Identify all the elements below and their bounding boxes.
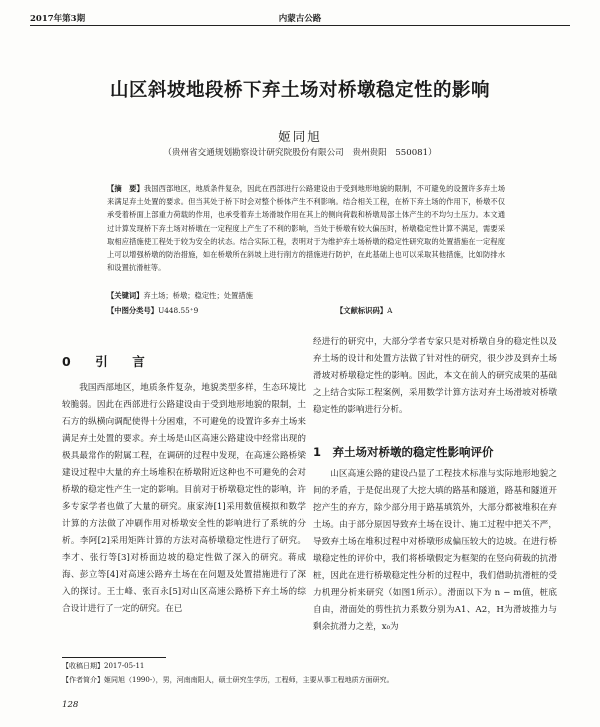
doc-code bbox=[336, 306, 392, 316]
issue-label: 2017年第3期 bbox=[30, 14, 86, 24]
abstract-label: 【摘 要】 bbox=[107, 184, 144, 193]
section-1-paragraph: 山区高速公路的建设凸显了工程技术标准与实际地形地貌之间的矛盾，于是促出现了大挖大填的路基和隧道，路基和隧道开挖产生的弃方，除少部分用于路基填筑外，大部分都被堆积在弃土场。由于部分原因导致弃土场在设计、施工过程中把关不严，导致弃土场在堆积过程中对桥墩形成偏压较大的边坡。在进行桥墩稳定性的评价中，我们将桥墩假定为框架的在竖向荷载的抗滑桩，因此在进行桥墩稳定性分析的过程中，我们借助抗滑桩的受力机理分析来研究（如图1所示）。滑面以下为 n − m值，桩底自由，滑面处的剪性抗力系数分别为A1、A2，H为滑坡推力与剩余抗滑力之差，x₀为 bbox=[313, 469, 557, 632]
abstract bbox=[107, 182, 505, 274]
author-affiliation: （贵州省交通规划勘察设计研究院股份有限公司 贵州贵阳 550081） bbox=[163, 148, 437, 158]
doc-code-label: 【文献标识码】 bbox=[336, 306, 388, 315]
header-rule bbox=[30, 25, 570, 26]
author-name: 姬同旭 bbox=[278, 129, 322, 144]
footnote-rule bbox=[62, 657, 166, 658]
journal-name: 内蒙古公路 bbox=[278, 14, 322, 24]
section-0-paragraph: 我国西部地区，地质条件复杂，地貌类型多样，生态环境比较脆弱。因此在西部进行公路建设由于受到地形地貌的限制，土石方的纵横向调配使得十分困难，不可避免的设置许多弃土场来满足弃土处置的要求。弃土场是山区高速公路建设中经常出现的极具最常作的附属工程，在调研的过程中发现，在高速公路桥梁建设过程中大量的弃土场堆积在桥墩附近这种也不可避免的会对桥墩的稳定性产生一定的影响。目前对于桥墩稳定性的影响，许多专家学者也做了大量的研究。康家涛[1]采用数值模拟和数学计算的方法做了冲刷作用对桥墩安全性的影响进行了系统的分析。李阿[2]采用矩阵计算的方法对高桥墩稳定性进行了研究。李才、张行等[3]对桥面边坡的稳定性做了深入的研究。蒋成海、彭立等[4]对高速公路弃土场在在问题及处置措施进行了深入的探讨。王士峰、张百永[5]对山区高速公路桥下弃土场的综合设计进行了一定的研究。在已 bbox=[62, 383, 306, 614]
running-header bbox=[30, 8, 570, 26]
right-column bbox=[313, 334, 557, 419]
abstract-text: 我国西部地区，地质条件复杂，因此在西部进行公路建设由于受到地形地貌的限制，不可避免的设置许多弃土场来满足弃土处置的要求。但当其处于桥下时会对整个桥体产生不利影响。结合相关工程，在桥下弃土场的作用下，桥墩不仅承受着桥面上部重力荷载的作用，也承受着弃土场滑坡作用在其上的侧向荷载和桥墩局部土体产生的不均匀土压力。本文通过计算发现桥下弃土场对桥墩在一定程度上产生了不利的影响，当处于桥墩有较大偏压时，桥墩稳定性计算不满足，需要采取相应措施使工程处于较为安全的状态。结合实际工程，表明对于为维护弃土场桥墩的稳定性研究取的处置措施在一定程度上可以增强桥墩的防治措施，如在桥墩所在斜坡上进行削方的措施进行防护，在此基础上也可以采取其他措施，比如防排水和设置抗滑桩等。 bbox=[107, 184, 505, 273]
left-column bbox=[62, 380, 306, 618]
section-0-heading: 0 引 言 bbox=[62, 354, 151, 369]
keywords-text: 弃土场；桥墩；稳定性；处置措施 bbox=[143, 291, 253, 300]
footnote-received: 【收稿日期】2017-05-11 bbox=[62, 662, 145, 670]
doc-code-value: A bbox=[387, 306, 393, 315]
keywords-label: 【关键词】 bbox=[107, 291, 144, 300]
paper-title: 山区斜坡地段桥下弃土场对桥墩稳定性的影响 bbox=[109, 80, 490, 101]
keywords bbox=[107, 291, 505, 301]
classification-line bbox=[107, 306, 505, 316]
clc-label: 【中图分类号】 bbox=[107, 306, 159, 315]
section-1-heading: 1 弃土场对桥墩的稳定性影响评价 bbox=[313, 445, 494, 459]
right-column-continuation: 经进行的研究中，大部分学者专家只是对桥墩自身的稳定性以及弃土场的设计和处置方法做了针对性的研究，很少涉及到弃土场滑坡对桥墩稳定性的影响。因此，本文在前人的研究成果的基础之上结合实际工程案例，采用数学计算方法对弃土场滑坡对桥墩稳定性的影响进行分析。 bbox=[313, 337, 557, 415]
page-number: 128 bbox=[62, 700, 79, 710]
footnote-author-bio: 【作者简介】姬同旭（1990-），男，河南南阳人，硕士研究生学历，工程师，主要从事工程地质方面研究。 bbox=[62, 676, 394, 684]
clc-value: U448.55⁺9 bbox=[158, 306, 199, 315]
section-1-body bbox=[313, 466, 557, 636]
